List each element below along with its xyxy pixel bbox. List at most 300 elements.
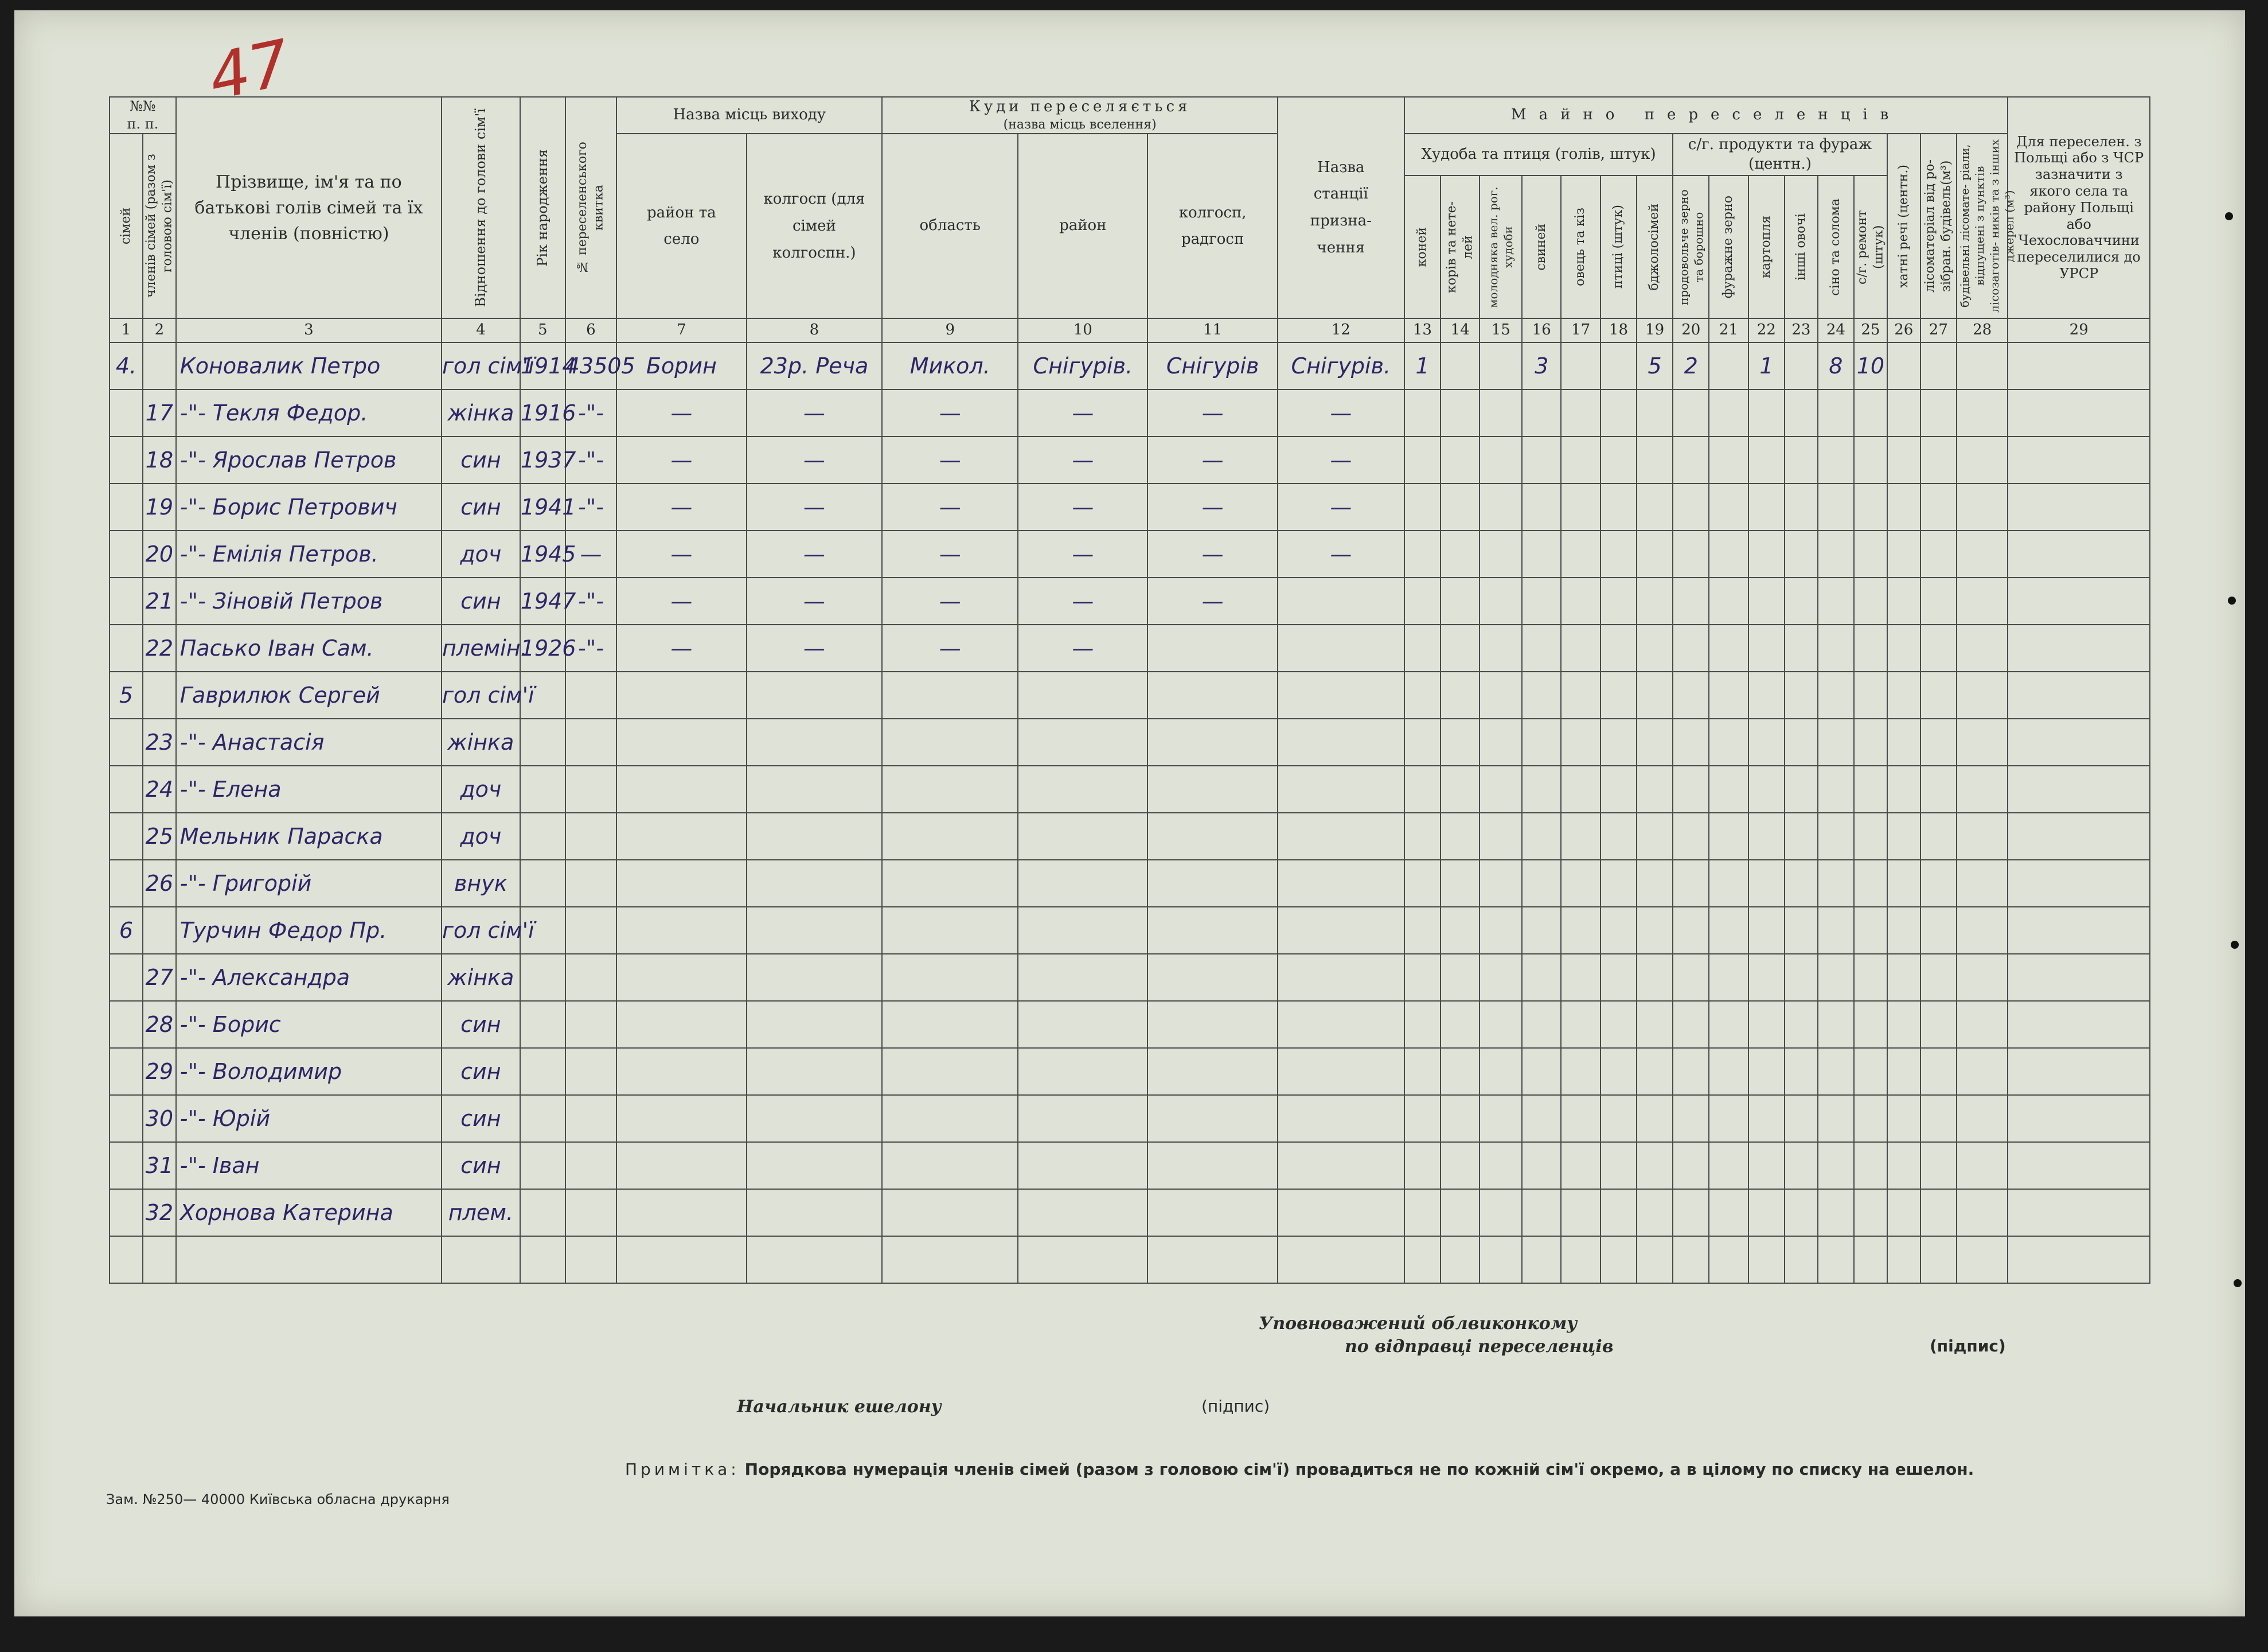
pigs-count [1522, 907, 1561, 954]
header-name: Прізвище, ім'я та по батькові голів сімей та їх членів (повністю) [176, 97, 442, 318]
hay-amount [1785, 954, 1818, 1001]
dest-district: — [1018, 484, 1147, 531]
hay-amount [1785, 860, 1818, 907]
full-name: Коновалик Петро [176, 342, 442, 389]
table-row [110, 1142, 2150, 1189]
fodder-amount [1673, 1189, 1709, 1236]
sheep-count [1561, 531, 1600, 578]
member-number: 19 [143, 484, 176, 531]
fodder-amount [1673, 1095, 1709, 1142]
vegetables-amount [1748, 1001, 1785, 1048]
dest-region [882, 672, 1018, 719]
ticket-number: 43505 [565, 342, 616, 389]
member-number: 26 [143, 860, 176, 907]
birth-year: 1914 [520, 342, 565, 389]
household-goods [1818, 1095, 1854, 1142]
dest-kolkhoz [1147, 1142, 1277, 1189]
origin-kolkhoz: — [747, 484, 883, 531]
origin-district: — [616, 578, 746, 625]
grain-amount [1637, 954, 1673, 1001]
sheep-count [1561, 1142, 1600, 1189]
binding-hole [2225, 212, 2233, 220]
dest-station [1278, 1236, 1404, 1283]
grain-amount [1637, 766, 1673, 813]
column-number: 3 [176, 318, 442, 342]
full-name: Хорнова Катерина [176, 1189, 442, 1236]
dest-region: — [882, 389, 1018, 437]
table-row [110, 1189, 2150, 1236]
dest-station [1278, 1001, 1404, 1048]
ticket-number [565, 1142, 616, 1189]
young-cattle-count [1480, 1095, 1522, 1142]
household-goods [1818, 954, 1854, 1001]
cows-count [1441, 484, 1480, 531]
fodder-amount [1673, 1236, 1709, 1283]
dest-kolkhoz: — [1147, 437, 1277, 484]
dest-station [1278, 813, 1404, 860]
poland-origin [2008, 578, 2150, 625]
cows-count [1441, 1095, 1480, 1142]
full-name: -"- Текля Федор. [176, 389, 442, 437]
dest-kolkhoz [1147, 860, 1277, 907]
dest-station [1278, 625, 1404, 672]
dest-kolkhoz [1147, 672, 1277, 719]
fodder-amount [1673, 1001, 1709, 1048]
horses-count [1404, 437, 1441, 484]
horses-count [1404, 1095, 1441, 1142]
dest-station [1278, 578, 1404, 625]
grain-amount [1637, 625, 1673, 672]
origin-district [616, 813, 746, 860]
timber-amount [1854, 437, 1887, 484]
pigs-count [1522, 531, 1561, 578]
header-pigs: свиней [1522, 176, 1561, 319]
potato-amount [1709, 625, 1748, 672]
origin-kolkhoz [747, 954, 883, 1001]
ticket-number [565, 1236, 616, 1283]
family-number: 4. [110, 342, 143, 389]
poland-origin [2008, 907, 2150, 954]
header-relation: Відношення до голови сім'ї [442, 97, 520, 318]
member-number: 32 [143, 1189, 176, 1236]
family-number [110, 437, 143, 484]
birth-year [520, 954, 565, 1001]
family-number [110, 813, 143, 860]
fodder-amount [1673, 578, 1709, 625]
member-number [143, 1236, 176, 1283]
building-materials [1887, 907, 1920, 954]
col-27 [1920, 907, 1957, 954]
cows-count [1441, 1236, 1480, 1283]
dest-station [1278, 907, 1404, 954]
cows-count [1441, 954, 1480, 1001]
hay-amount [1785, 1142, 1818, 1189]
full-name: -"- Володимир [176, 1048, 442, 1095]
header-dest-region: область [882, 134, 1018, 318]
horses-count [1404, 389, 1441, 437]
cows-count [1441, 531, 1480, 578]
column-number: 8 [747, 318, 883, 342]
timber-amount [1854, 672, 1887, 719]
birth-year: 1945 [520, 531, 565, 578]
origin-district: — [616, 484, 746, 531]
col-27 [1920, 672, 1957, 719]
household-goods [1818, 531, 1854, 578]
building-materials [1887, 342, 1920, 389]
family-number [110, 578, 143, 625]
potato-amount [1709, 1095, 1748, 1142]
dest-kolkhoz [1147, 1236, 1277, 1283]
member-number: 28 [143, 1001, 176, 1048]
poland-origin [2008, 531, 2150, 578]
poultry-count [1601, 860, 1637, 907]
birth-year [520, 1095, 565, 1142]
relation: племін. [442, 625, 520, 672]
poultry-count [1601, 907, 1637, 954]
origin-district [616, 907, 746, 954]
hay-amount [1785, 437, 1818, 484]
dest-kolkhoz: Снігурів [1147, 342, 1277, 389]
hay-amount [1785, 672, 1818, 719]
column-number: 19 [1637, 318, 1673, 342]
potato-amount [1709, 860, 1748, 907]
poland-origin [2008, 625, 2150, 672]
header-vegetables: інші овочі [1785, 176, 1818, 319]
col-28 [1957, 1001, 2008, 1048]
header-destination: Куди переселяється (назва місць вселення) [882, 97, 1277, 134]
dest-district [1018, 1048, 1147, 1095]
poultry-count [1601, 342, 1637, 389]
dest-kolkhoz [1147, 766, 1277, 813]
vegetables-amount [1748, 1142, 1785, 1189]
col-27 [1920, 719, 1957, 766]
relation: жінка [442, 954, 520, 1001]
potato-amount [1709, 954, 1748, 1001]
dest-region: — [882, 531, 1018, 578]
origin-district: Борин [616, 342, 746, 389]
dest-kolkhoz [1147, 813, 1277, 860]
col-28 [1957, 860, 2008, 907]
family-number [110, 1236, 143, 1283]
table-row [110, 484, 2150, 531]
household-goods: 8 [1818, 342, 1854, 389]
fodder-amount [1673, 531, 1709, 578]
pigs-count [1522, 860, 1561, 907]
origin-district [616, 1142, 746, 1189]
family-number [110, 860, 143, 907]
ticket-number: -"- [565, 389, 616, 437]
ticket-number [565, 860, 616, 907]
dest-region [882, 766, 1018, 813]
fodder-amount [1673, 766, 1709, 813]
sheep-count [1561, 1001, 1600, 1048]
header-ticket: № переселенського квитка [565, 97, 616, 318]
member-number [143, 672, 176, 719]
dest-station [1278, 672, 1404, 719]
timber-amount [1854, 813, 1887, 860]
dest-district [1018, 860, 1147, 907]
header-livestock: Худоба та птиця (голів, штук) [1404, 134, 1673, 175]
column-number: 14 [1441, 318, 1480, 342]
poland-origin [2008, 719, 2150, 766]
pigs-count [1522, 1001, 1561, 1048]
full-name: Турчин Федор Пр. [176, 907, 442, 954]
dest-station [1278, 1142, 1404, 1189]
grain-amount: 5 [1637, 342, 1673, 389]
ticket-number: -"- [565, 484, 616, 531]
column-number: 23 [1785, 318, 1818, 342]
full-name: -"- Александра [176, 954, 442, 1001]
timber-amount [1854, 1189, 1887, 1236]
origin-kolkhoz [747, 1001, 883, 1048]
birth-year [520, 766, 565, 813]
potato-amount [1709, 578, 1748, 625]
header-young-cattle: молодняка вел. рог. худоби [1480, 176, 1522, 319]
col-28 [1957, 531, 2008, 578]
building-materials [1887, 1048, 1920, 1095]
pigs-count [1522, 719, 1561, 766]
relation: син [442, 578, 520, 625]
dest-region [882, 1095, 1018, 1142]
relation: гол сім'ї [442, 907, 520, 954]
member-number: 18 [143, 437, 176, 484]
ticket-number [565, 813, 616, 860]
dest-region [882, 1048, 1018, 1095]
family-number [110, 625, 143, 672]
sheep-count [1561, 1236, 1600, 1283]
dest-district [1018, 954, 1147, 1001]
poland-origin [2008, 389, 2150, 437]
dest-station [1278, 766, 1404, 813]
grain-amount [1637, 1048, 1673, 1095]
timber-amount [1854, 1048, 1887, 1095]
relation: син [442, 1142, 520, 1189]
birth-year: 1916 [520, 389, 565, 437]
potato-amount [1709, 672, 1748, 719]
sheep-count [1561, 719, 1600, 766]
young-cattle-count [1480, 531, 1522, 578]
binding-hole [2234, 1279, 2242, 1287]
member-number [143, 907, 176, 954]
table-row [110, 672, 2150, 719]
table-row [110, 531, 2150, 578]
grain-amount [1637, 531, 1673, 578]
young-cattle-count [1480, 1142, 1522, 1189]
timber-amount [1854, 719, 1887, 766]
col-28 [1957, 766, 2008, 813]
vegetables-amount [1748, 625, 1785, 672]
dest-district: — [1018, 578, 1147, 625]
cows-count [1441, 672, 1480, 719]
col-28 [1957, 389, 2008, 437]
full-name: Пасько Іван Сам. [176, 625, 442, 672]
member-number: 21 [143, 578, 176, 625]
hay-amount [1785, 1001, 1818, 1048]
ticket-number: -"- [565, 578, 616, 625]
poland-origin [2008, 437, 2150, 484]
dest-station: — [1278, 389, 1404, 437]
household-goods [1818, 1142, 1854, 1189]
dest-district [1018, 907, 1147, 954]
col-28 [1957, 1189, 2008, 1236]
full-name: Мельник Параска [176, 813, 442, 860]
dest-station [1278, 1048, 1404, 1095]
col-28 [1957, 907, 2008, 954]
relation: син [442, 484, 520, 531]
sheep-count [1561, 860, 1600, 907]
pigs-count [1522, 954, 1561, 1001]
column-number: 13 [1404, 318, 1441, 342]
pigs-count [1522, 437, 1561, 484]
full-name: -"- Борис [176, 1001, 442, 1048]
dest-station: Снігурів. [1278, 342, 1404, 389]
horses-count [1404, 813, 1441, 860]
col-27 [1920, 766, 1957, 813]
header-num-members: членів сімей (разом з головою сім'ї) [143, 134, 176, 318]
column-number: 27 [1920, 318, 1957, 342]
poland-origin [2008, 1095, 2150, 1142]
family-number [110, 954, 143, 1001]
building-materials [1887, 1001, 1920, 1048]
poland-origin [2008, 1001, 2150, 1048]
ticket-number [565, 1095, 616, 1142]
relation: син [442, 1048, 520, 1095]
table-row [110, 625, 2150, 672]
table-row [110, 437, 2150, 484]
table-row [110, 1236, 2150, 1283]
hay-amount [1785, 531, 1818, 578]
poultry-count [1601, 672, 1637, 719]
table-row [110, 860, 2150, 907]
header-origin-district: район та село [616, 134, 746, 318]
household-goods [1818, 860, 1854, 907]
header-horses: коней [1404, 176, 1441, 319]
col-27 [1920, 1142, 1957, 1189]
dest-region [882, 719, 1018, 766]
young-cattle-count [1480, 813, 1522, 860]
col-28 [1957, 1048, 2008, 1095]
potato-amount [1709, 1048, 1748, 1095]
origin-kolkhoz: — [747, 389, 883, 437]
young-cattle-count [1480, 766, 1522, 813]
cows-count [1441, 625, 1480, 672]
header-fodder: фуражне зерно [1709, 176, 1748, 319]
horses-count [1404, 954, 1441, 1001]
potato-amount [1709, 719, 1748, 766]
origin-district [616, 1236, 746, 1283]
fodder-amount [1673, 860, 1709, 907]
timber-amount [1854, 1095, 1887, 1142]
pigs-count [1522, 1048, 1561, 1095]
birth-year [520, 1048, 565, 1095]
col-27 [1920, 578, 1957, 625]
sheep-count [1561, 484, 1600, 531]
table-row [110, 342, 2150, 389]
young-cattle-count [1480, 578, 1522, 625]
dest-district: — [1018, 625, 1147, 672]
pigs-count [1522, 578, 1561, 625]
household-goods [1818, 437, 1854, 484]
origin-district [616, 860, 746, 907]
header-num-family: сімей [110, 134, 143, 318]
ticket-number: — [565, 531, 616, 578]
col-28 [1957, 1095, 2008, 1142]
ticket-number [565, 1048, 616, 1095]
column-number: 6 [565, 318, 616, 342]
ticket-number [565, 1001, 616, 1048]
household-goods [1818, 813, 1854, 860]
member-number: 20 [143, 531, 176, 578]
building-materials [1887, 719, 1920, 766]
resettler-list-table [109, 96, 2150, 1284]
dest-kolkhoz [1147, 954, 1277, 1001]
dest-district [1018, 1236, 1147, 1283]
relation: жінка [442, 719, 520, 766]
dest-region [882, 813, 1018, 860]
col-27 [1920, 1236, 1957, 1283]
birth-year [520, 1142, 565, 1189]
young-cattle-count [1480, 342, 1522, 389]
table-row [110, 389, 2150, 437]
timber-amount [1854, 766, 1887, 813]
footnote-text: Порядкова нумерація членів сімей (разом з головою сім'ї) провадиться не по кожній сім'ї окремо, а в цілому по списку на ешелон. [744, 1460, 1974, 1479]
building-materials [1887, 672, 1920, 719]
dest-region [882, 1001, 1018, 1048]
pigs-count [1522, 1095, 1561, 1142]
timber-amount: 10 [1854, 342, 1887, 389]
col-28 [1957, 954, 2008, 1001]
vegetables-amount [1748, 1236, 1785, 1283]
column-number: 22 [1748, 318, 1785, 342]
poultry-count [1601, 954, 1637, 1001]
dest-kolkhoz [1147, 625, 1277, 672]
fodder-amount [1673, 1142, 1709, 1189]
dest-kolkhoz: — [1147, 484, 1277, 531]
potato-amount [1709, 1001, 1748, 1048]
poultry-count [1601, 484, 1637, 531]
full-name: -"- Зіновій Петров [176, 578, 442, 625]
header-station: Назва станції призна- чення [1278, 97, 1404, 318]
origin-district [616, 1095, 746, 1142]
col-27 [1920, 860, 1957, 907]
building-materials [1887, 1189, 1920, 1236]
header-cows: корів та нете- лей [1441, 176, 1480, 319]
family-number [110, 1095, 143, 1142]
cows-count [1441, 578, 1480, 625]
dest-region: — [882, 578, 1018, 625]
origin-district: — [616, 437, 746, 484]
dest-station [1278, 719, 1404, 766]
cows-count [1441, 907, 1480, 954]
household-goods [1818, 1236, 1854, 1283]
column-number: 7 [616, 318, 746, 342]
origin-district [616, 954, 746, 1001]
header-household: хатні речі (центн.) [1887, 134, 1920, 318]
potato-amount [1709, 766, 1748, 813]
young-cattle-count [1480, 437, 1522, 484]
horses-count [1404, 1001, 1441, 1048]
dest-kolkhoz: — [1147, 531, 1277, 578]
family-number [110, 531, 143, 578]
poland-origin [2008, 766, 2150, 813]
birth-year [520, 1236, 565, 1283]
full-name: Гаврилюк Сергей [176, 672, 442, 719]
timber-amount [1854, 625, 1887, 672]
hay-amount [1785, 719, 1818, 766]
dest-region: — [882, 484, 1018, 531]
origin-kolkhoz: — [747, 625, 883, 672]
hay-amount [1785, 578, 1818, 625]
